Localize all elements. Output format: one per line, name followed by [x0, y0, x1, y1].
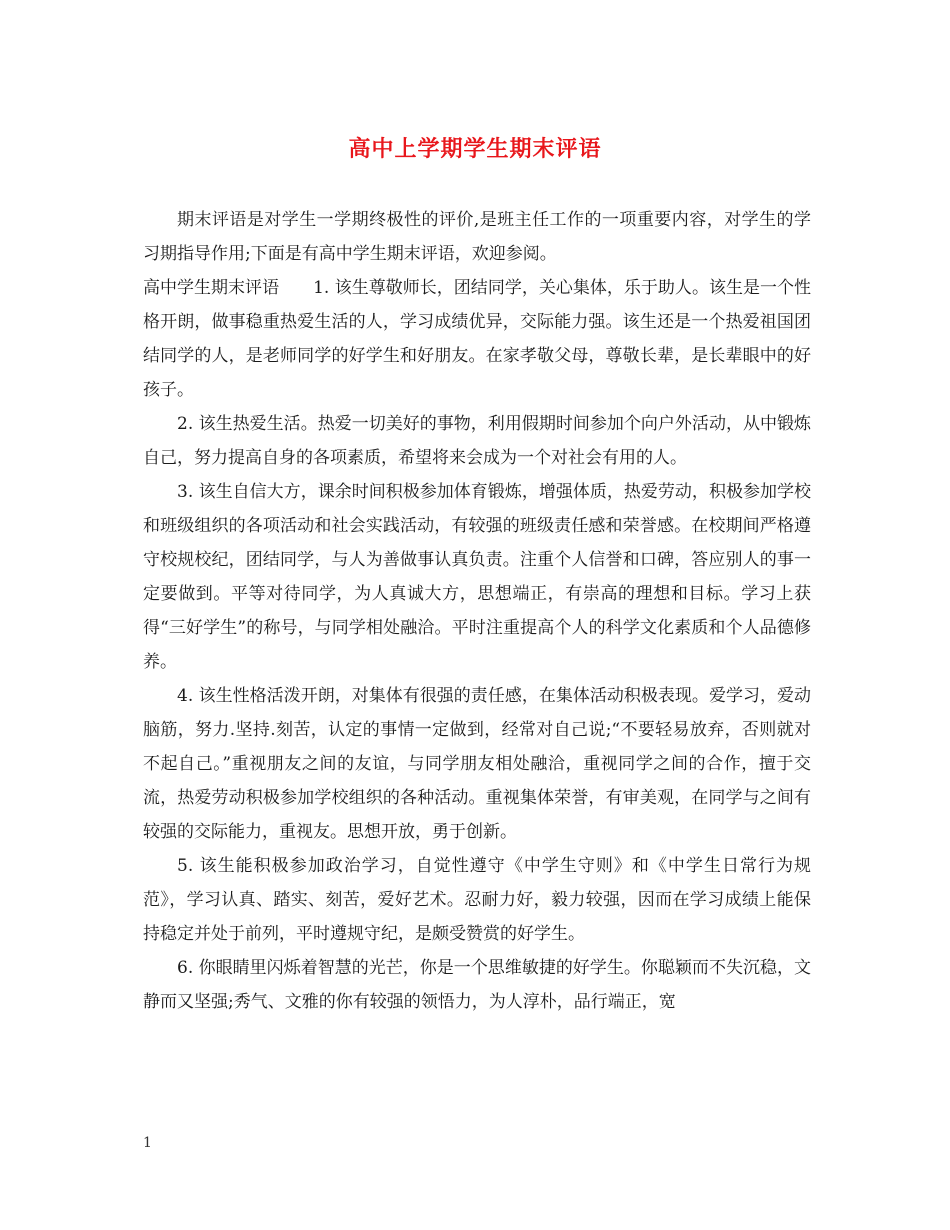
comment-item-3: 3. 该生自信大方，课余时间积极参加体育锻炼，增强体质，热爱劳动，积极参加学校和班级组织的各项活动和社会实践活动，有较强的班级责任感和荣誉感。在校期间严格遵守校规校纪，团结同学，与人为善做事认真负责。注重个人信誉和口碑，答应别人的事一定要做到。平等对待同学，为人真诚大方，思想端正，有崇高的理想和目标。学习上获得“三好学生”的称号，与同学相处融洽。平时注重提高个人的科学文化素质和个人品德修养。 — [143, 482, 811, 672]
comment-item-5: 5. 该生能积极参加政治学习，自觉性遵守《中学生守则》和《中学生日常行为规范》，学习认真、踏实、刻苦，爱好艺术。忍耐力好，毅力较强，因而在学习成绩上能保持稳定并处于前列，平时遵规守纪，是颇受赞赏的好学生。 — [143, 856, 811, 944]
intro-paragraph: 期末评语是对学生一学期终极性的评价,是班主任工作的一项重要内容，对学生的学习期指导作用;下面是有高中学生期末评语，欢迎参阅。 — [143, 210, 811, 264]
document-body — [143, 203, 811, 1019]
comment-item-4: 4. 该生性格活泼开朗，对集体有很强的责任感，在集体活动积极表现。爱学习，爱动脑筋，努力.坚持.刻苦，认定的事情一定做到，经常对自己说;“不要轻易放弃，否则就对不起自己。”重视朋友之间的友谊，与同学朋友相处融洽，重视同学之间的合作，擅于交流，热爱劳动积极参加学校组织的各种活动。重视集体荣誉，有审美观，在同学与之间有较强的交际能力，重视友。思想开放，勇于创新。 — [143, 686, 811, 842]
comment-item-1: 高中学生期末评语 1. 该生尊敬师长，团结同学，关心集体，乐于助人。该生是一个性格开朗，做事稳重热爱生活的人，学习成绩优异，交际能力强。该生还是一个热爱祖国团结同学的人，是老师同学的好学生和好朋友。在家孝敬父母，尊敬长辈，是长辈眼中的好孩子。 — [143, 278, 811, 400]
page-number: 1 — [143, 1135, 152, 1151]
comment-item-6: 6. 你眼睛里闪烁着智慧的光芒，你是一个思维敏捷的好学生。你聪颖而不失沉稳，文静而又坚强;秀气、文雅的你有较强的领悟力，为人淳朴，品行端正，宽 — [143, 958, 811, 1012]
document-title: 高中上学期学生期末评语 — [348, 136, 602, 162]
comment-item-2: 2. 该生热爱生活。热爱一切美好的事物，利用假期时间参加个向户外活动，从中锻炼自己，努力提高自身的各项素质，希望将来会成为一个对社会有用的人。 — [143, 414, 811, 468]
